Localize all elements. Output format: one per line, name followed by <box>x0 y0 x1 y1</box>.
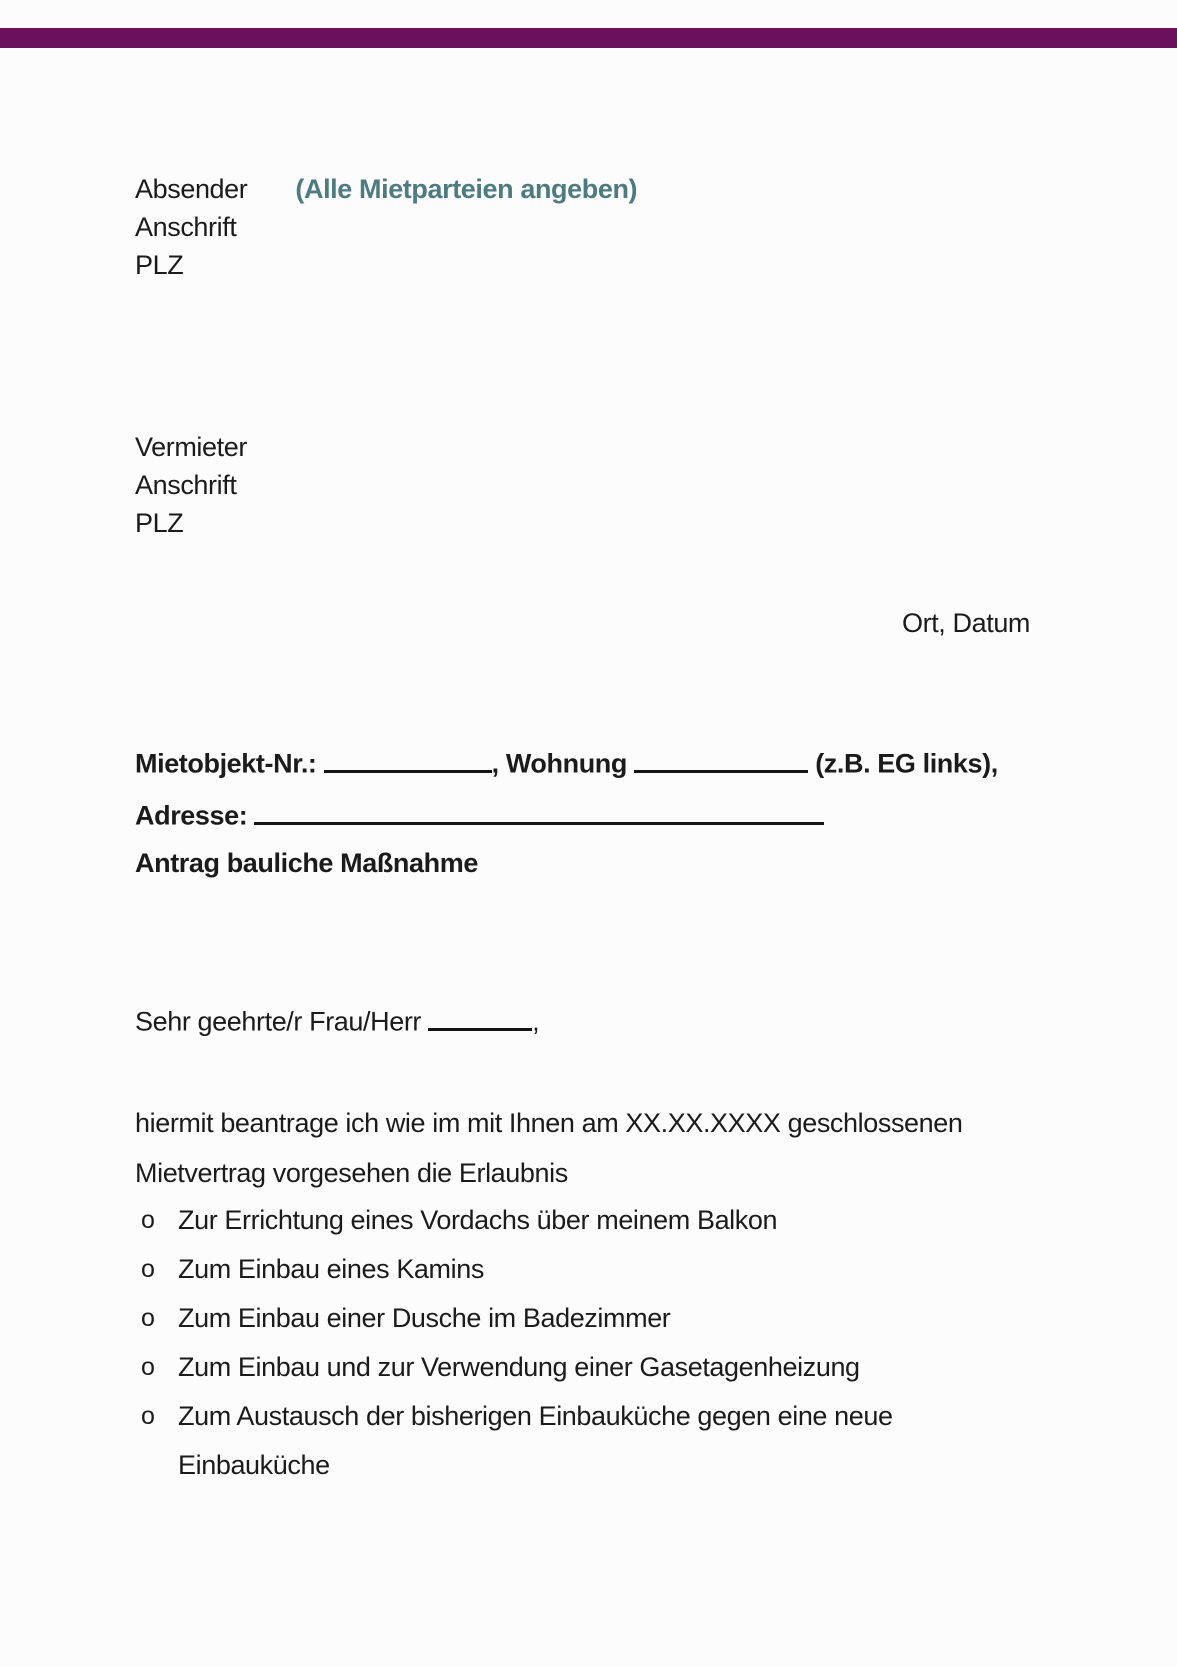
rental-object-number-blank <box>324 744 492 773</box>
list-item <box>141 1294 898 1343</box>
address-label: Adresse: <box>135 800 248 831</box>
body-paragraph <box>135 1098 963 1198</box>
bullet-marker: o <box>141 1255 155 1283</box>
option-text: Zum Einbau eines Kamins <box>178 1254 484 1284</box>
bullet-marker: o <box>141 1353 155 1381</box>
landlord-street-line: Anschrift <box>135 470 237 500</box>
rental-object-label: Mietobjekt-Nr.: <box>135 748 317 779</box>
sender-zip-line: PLZ <box>135 250 184 280</box>
sender-name-line <box>135 170 637 208</box>
apartment-example-note: (z.B. EG links), <box>815 748 998 779</box>
landlord-zip-line: PLZ <box>135 508 184 538</box>
option-text: Zum Einbau einer Dusche im Badezimmer <box>178 1303 671 1333</box>
list-item <box>141 1196 898 1245</box>
apartment-blank <box>634 744 808 773</box>
body-line-2: Mietvertrag vorgesehen die Erlaubnis <box>135 1158 568 1188</box>
salutation-name-blank <box>428 1002 532 1031</box>
salutation-comma: , <box>532 1006 540 1037</box>
bullet-marker: o <box>141 1206 155 1234</box>
salutation-text: Sehr geehrte/r Frau/Herr <box>135 1006 422 1037</box>
salutation-line <box>135 1002 539 1038</box>
decorative-top-bar <box>0 28 1177 48</box>
option-text: Zur Errichtung eines Vordachs über meinem Balkon <box>178 1205 778 1235</box>
sender-address-block <box>135 170 637 284</box>
sender-note: (Alle Mietparteien angeben) <box>295 174 638 204</box>
bullet-marker: o <box>141 1402 155 1430</box>
list-item <box>141 1245 898 1294</box>
bullet-marker: o <box>141 1304 155 1332</box>
sender-label: Absender <box>135 174 248 204</box>
apartment-label: , Wohnung <box>491 748 627 779</box>
subject-title: Antrag bauliche Maßnahme <box>135 848 478 878</box>
body-line-1: hiermit beantrage ich wie im mit Ihnen am XX.XX.XXXX geschlossenen <box>135 1108 963 1138</box>
option-text: Zum Austausch der bisherigen Einbauküche gegen eine neue Einbauküche <box>178 1401 893 1480</box>
landlord-address-block <box>135 428 247 542</box>
address-blank <box>254 796 824 825</box>
rental-object-line <box>135 744 998 780</box>
sender-street-line: Anschrift <box>135 212 237 242</box>
landlord-label: Vermieter <box>135 432 247 462</box>
address-line <box>135 796 824 832</box>
option-text: Zum Einbau und zur Verwendung einer Gasetagenheizung <box>178 1352 860 1382</box>
place-date-line: Ort, Datum <box>902 608 1031 638</box>
measure-options-list <box>141 1196 898 1490</box>
list-item <box>141 1343 898 1392</box>
list-item <box>141 1392 898 1490</box>
